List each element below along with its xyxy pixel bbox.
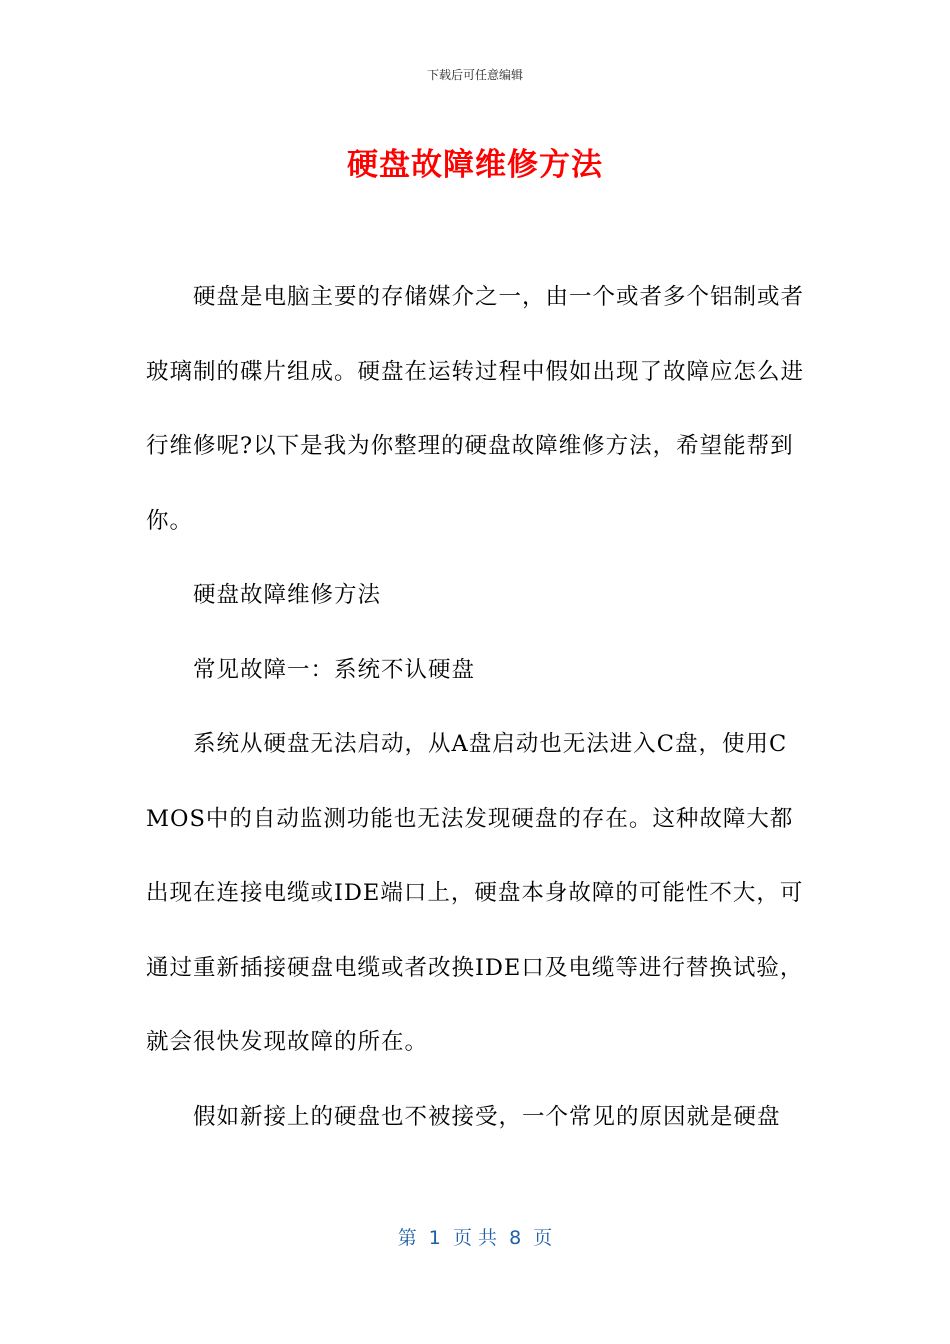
paragraph-continuation: 假如新接上的硬盘也不被接受，一个常见的原因就是硬盘 (193, 1103, 781, 1130)
document-title: 硬盘故障维修方法 (347, 147, 603, 183)
paragraph-section-heading: 硬盘故障维修方法 (193, 582, 382, 608)
header-note: 下载后可任意编辑 (426, 68, 523, 82)
paragraph-intro: 硬盘是电脑主要的存储媒介之一，由一个或者多个铝制或者玻璃制的碟片组成。硬盘在运转过程中假如出现了故障应怎么进行维修呢?以下是我为你整理的硬盘故障维修方法，希望能帮到你。 (146, 284, 805, 534)
paragraph-fault-one-heading: 常见故障一：系统不认硬盘 (193, 656, 476, 683)
page-number-footer: 第 1 页 共 8 页 (397, 1227, 553, 1249)
paragraph-fault-one-body: 系统从硬盘无法启动，从A盘启动也无法进入C盘，使用CMOS中的自动监测功能也无法发现硬盘的存在。这种故障大都出现在连接电缆或IDE端口上，硬盘本身故障的可能性不大，可通过重新插接硬盘电缆或者改换IDE口及电缆等进行替换试验，就会很快发现故障的所在。 (146, 731, 804, 1055)
document-body (146, 260, 806, 1154)
